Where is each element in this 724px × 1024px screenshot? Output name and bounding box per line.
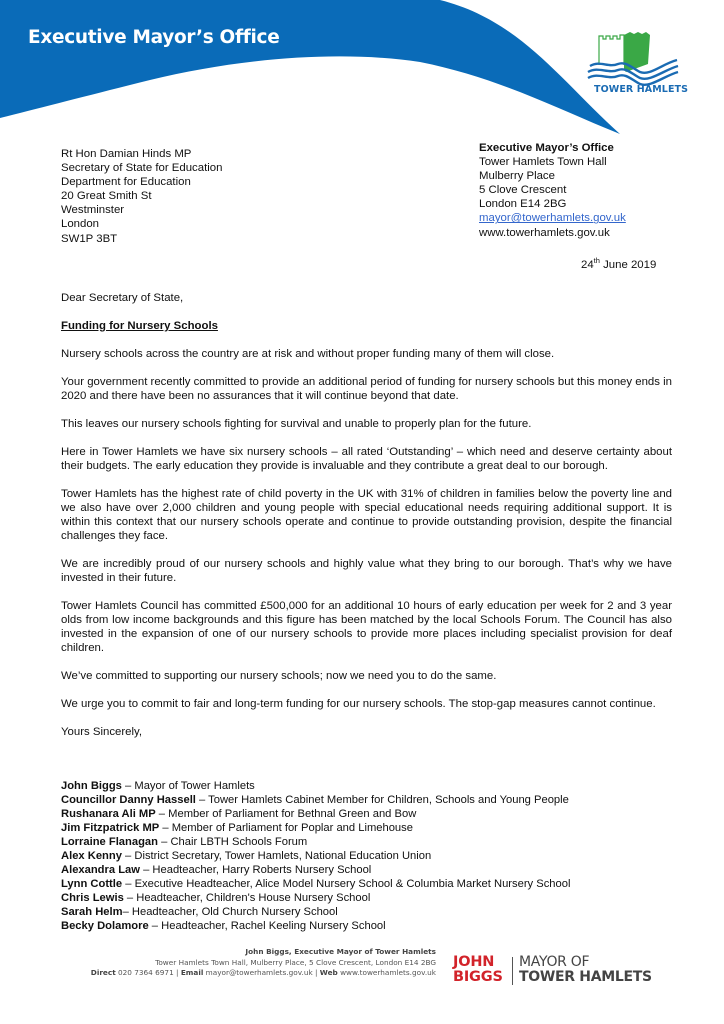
sender-line: Tower Hamlets Town Hall bbox=[479, 156, 607, 169]
signatory-role: Headteacher, Old Church Nursery School bbox=[131, 905, 338, 918]
signatory bbox=[61, 808, 570, 822]
sender-office: Executive Mayor’s Office bbox=[479, 142, 614, 154]
signatory-role: Member of Parliament for Poplar and Limehouse bbox=[171, 821, 413, 834]
signatory-name: Councillor Danny Hassell bbox=[61, 793, 196, 806]
signatory-role: Mayor of Tower Hamlets bbox=[134, 780, 255, 792]
separator: – bbox=[122, 905, 132, 918]
separator: – bbox=[121, 849, 135, 862]
sender-line: London E14 2BG bbox=[479, 198, 567, 211]
separator: – bbox=[159, 821, 172, 834]
signatory bbox=[61, 892, 570, 906]
footer-contact bbox=[91, 947, 436, 979]
direct-label: Direct bbox=[90, 968, 116, 977]
brand-name-last: BIGGS bbox=[453, 969, 503, 985]
paragraph: Nursery schools across the country are at risk and without proper funding many of them will close. bbox=[61, 348, 555, 360]
signatory bbox=[61, 850, 570, 864]
brand-title bbox=[519, 955, 652, 985]
separator: – bbox=[157, 835, 171, 848]
paragraph: Here in Tower Hamlets we have six nursery schools – all rated ‘Outstanding’ – which need and deserve certainty about their budgets. The early education they provide is invaluable and they contribute a great deal to our borough. bbox=[61, 446, 672, 472]
recipient-line: Westminster bbox=[61, 204, 125, 217]
signatory-name: Alexandra Law bbox=[61, 863, 140, 876]
signatory bbox=[61, 836, 570, 850]
email-label: Email bbox=[180, 968, 204, 977]
footer-line2: Tower Hamlets Town Hall, Mulberry Place, 5 Clove Crescent, London E14 2BG bbox=[155, 957, 436, 967]
separator: – bbox=[155, 807, 169, 820]
signatory-name: Rushanara Ali MP bbox=[61, 807, 156, 820]
signatory bbox=[61, 878, 570, 892]
date-rest: June 2019 bbox=[599, 259, 657, 271]
signatory bbox=[61, 864, 570, 878]
sender-line: Mulberry Place bbox=[479, 170, 555, 183]
logo-text: TOWER HAMLETS bbox=[594, 84, 689, 95]
signatories-list bbox=[61, 780, 570, 933]
recipient-line: Secretary of State for Education bbox=[61, 162, 223, 175]
paragraph: Tower Hamlets Council has committed £500,000 for an additional 10 hours of early education per week for 2 and 3 year olds from low income backgrounds and this figure has been matched by the local Schools Forum. The Council has also invested in the expansion of one of our nursery schools to provide more places including specialist provision for deaf children. bbox=[61, 600, 672, 654]
signatory-role: Executive Headteacher, Alice Model Nursery School & Columbia Market Nursery School bbox=[134, 877, 571, 890]
date-suffix: th bbox=[593, 256, 600, 265]
paragraph: We urge you to commit to fair and long-term funding for our nursery schools. The stop-gap measures cannot continue. bbox=[61, 698, 656, 710]
separator: – bbox=[195, 793, 209, 806]
signatory-name: Alex Kenny bbox=[61, 849, 122, 862]
recipient-line: Rt Hon Damian Hinds MP bbox=[61, 148, 192, 160]
letter-body bbox=[61, 291, 672, 753]
signatory-role: Member of Parliament for Bethnal Green and Bow bbox=[168, 807, 417, 820]
signatory-name: Jim Fitzpatrick MP bbox=[61, 821, 160, 834]
sender-address bbox=[479, 141, 626, 240]
brand-title-line2: TOWER HAMLETS bbox=[519, 969, 652, 985]
direct-value: 020 7364 6971 | bbox=[115, 968, 181, 977]
brand-name bbox=[453, 955, 503, 985]
sender-website: www.towerhamlets.gov.uk bbox=[479, 226, 610, 239]
separator: – bbox=[148, 919, 162, 932]
signatory-role: Headteacher, Rachel Keeling Nursery School bbox=[161, 919, 386, 932]
signatory-name: Lynn Cottle bbox=[61, 877, 123, 890]
email-value: mayor@towerhamlets.gov.uk | bbox=[203, 968, 320, 977]
signatory-role: Headteacher, Children's House Nursery School bbox=[136, 891, 371, 904]
signatory-name: Sarah Helm bbox=[61, 905, 123, 918]
separator: – bbox=[121, 780, 135, 792]
sender-email-link[interactable]: mayor@towerhamlets.gov.uk bbox=[479, 212, 626, 225]
signatory bbox=[61, 822, 570, 836]
footer-line1: John Biggs, Executive Mayor of Tower Hamlets bbox=[245, 947, 436, 956]
paragraph: We’ve committed to supporting our nursery schools; now we need you to do the same. bbox=[61, 670, 497, 682]
signatory-role: Headteacher, Harry Roberts Nursery School bbox=[152, 863, 372, 876]
date-day: 24 bbox=[581, 259, 594, 271]
recipient-line: SW1P 3BT bbox=[61, 232, 118, 245]
signatory-name: Chris Lewis bbox=[61, 891, 124, 904]
signatory bbox=[61, 780, 570, 794]
brand-divider bbox=[512, 957, 513, 985]
recipient-line: 20 Great Smith St bbox=[61, 190, 152, 203]
signatory bbox=[61, 920, 570, 934]
brand-title-line1: MAYOR OF bbox=[519, 954, 590, 970]
salutation: Dear Secretary of State, bbox=[61, 292, 184, 304]
recipient-address bbox=[61, 147, 222, 246]
paragraph: Your government recently committed to provide an additional period of funding for nursery schools but this money ends in 2020 and there have been no assurances that it will continue beyond that date. bbox=[61, 376, 672, 402]
closing: Yours Sincerely, bbox=[61, 726, 143, 738]
signatory bbox=[61, 906, 570, 920]
separator: – bbox=[139, 863, 153, 876]
separator: – bbox=[122, 877, 135, 890]
letter-date bbox=[581, 256, 657, 271]
web-value: www.towerhamlets.gov.uk bbox=[337, 968, 436, 977]
recipient-line: Department for Education bbox=[61, 176, 191, 189]
paragraph: We are incredibly proud of our nursery schools and highly value what they bring to our borough. That’s why we have invested in their future. bbox=[61, 558, 672, 584]
signatory-name: Lorraine Flanagan bbox=[61, 835, 158, 848]
signatory-role: Chair LBTH Schools Forum bbox=[170, 835, 308, 848]
signatory-role: District Secretary, Tower Hamlets, National Education Union bbox=[134, 849, 432, 862]
paragraph: This leaves our nursery schools fighting for survival and unable to properly plan for the future. bbox=[61, 418, 532, 430]
signatory-name: John Biggs bbox=[61, 780, 122, 792]
sender-line: 5 Clove Crescent bbox=[479, 184, 567, 197]
letter-subject: Funding for Nursery Schools bbox=[61, 320, 218, 332]
brand-name-first: JOHN bbox=[453, 954, 495, 970]
recipient-line: London bbox=[61, 218, 100, 231]
signatory bbox=[61, 794, 570, 808]
paragraph: Tower Hamlets has the highest rate of child poverty in the UK with 31% of children in families below the poverty line and we also have over 2,000 children and young people with special educational needs requiring additional support. It is within this context that our nursery schools operate and continue to provide outstanding provision, despite the financial challenges they face. bbox=[61, 488, 672, 542]
header-title: Executive Mayor’s Office bbox=[28, 27, 280, 48]
signatory-name: Becky Dolamore bbox=[61, 919, 149, 932]
signatory-role: Tower Hamlets Cabinet Member for Children, Schools and Young People bbox=[208, 793, 569, 806]
separator: – bbox=[123, 891, 137, 904]
web-label: Web bbox=[319, 968, 338, 977]
footer-line3 bbox=[91, 968, 436, 979]
